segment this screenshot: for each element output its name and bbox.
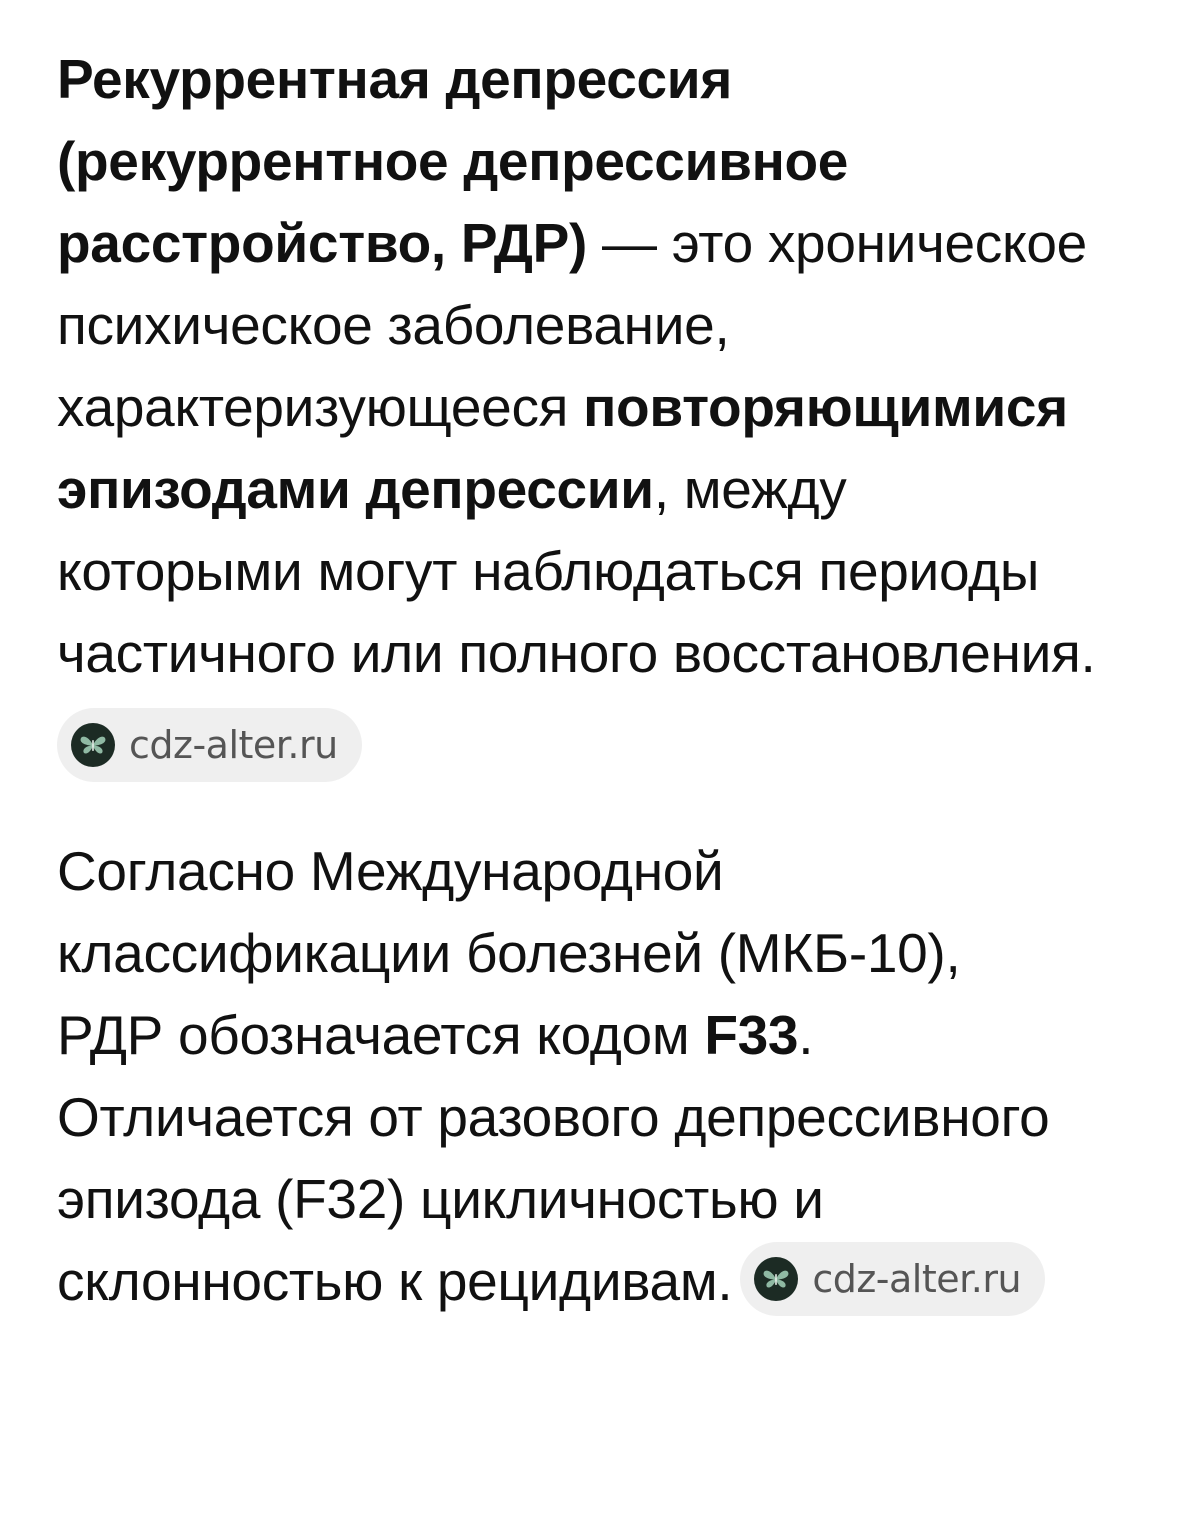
definition-text: — это хроническое психическое заболевание, характеризующееся bbox=[57, 212, 1087, 438]
code-bold: F33 bbox=[704, 1004, 799, 1066]
source-chip-cdz-alter[interactable] bbox=[57, 708, 362, 782]
term-bold: Рекуррентная депрессия (рекуррентное депрессивное расстройство, РДР) bbox=[57, 48, 849, 274]
highlight-bold: повторяющимися эпизодами депрессии bbox=[57, 376, 1068, 520]
definition-paragraph bbox=[57, 38, 1097, 694]
answer-content bbox=[57, 38, 1137, 1322]
source-chip-cdz-alter-inline[interactable] bbox=[740, 1242, 1045, 1316]
source-row-1 bbox=[57, 708, 1137, 782]
classification-text-end: . Отличается от разового депрессивного эпизода (F32) цикличностью и склонностью к рецидивам. bbox=[57, 1004, 1050, 1312]
classification-paragraph bbox=[57, 830, 1077, 1322]
source-chip-label: cdz-alter.ru bbox=[812, 1257, 1022, 1302]
source-chip-label: cdz-alter.ru bbox=[129, 723, 338, 767]
butterfly-favicon-icon bbox=[71, 723, 115, 767]
classification-text: Согласно Международной классификации болезней (МКБ-10), РДР обозначается кодом bbox=[57, 840, 961, 1066]
butterfly-favicon-icon bbox=[754, 1257, 798, 1301]
definition-text-end: , между которыми могут наблюдаться периоды частичного или полного восстановления. bbox=[57, 458, 1096, 684]
